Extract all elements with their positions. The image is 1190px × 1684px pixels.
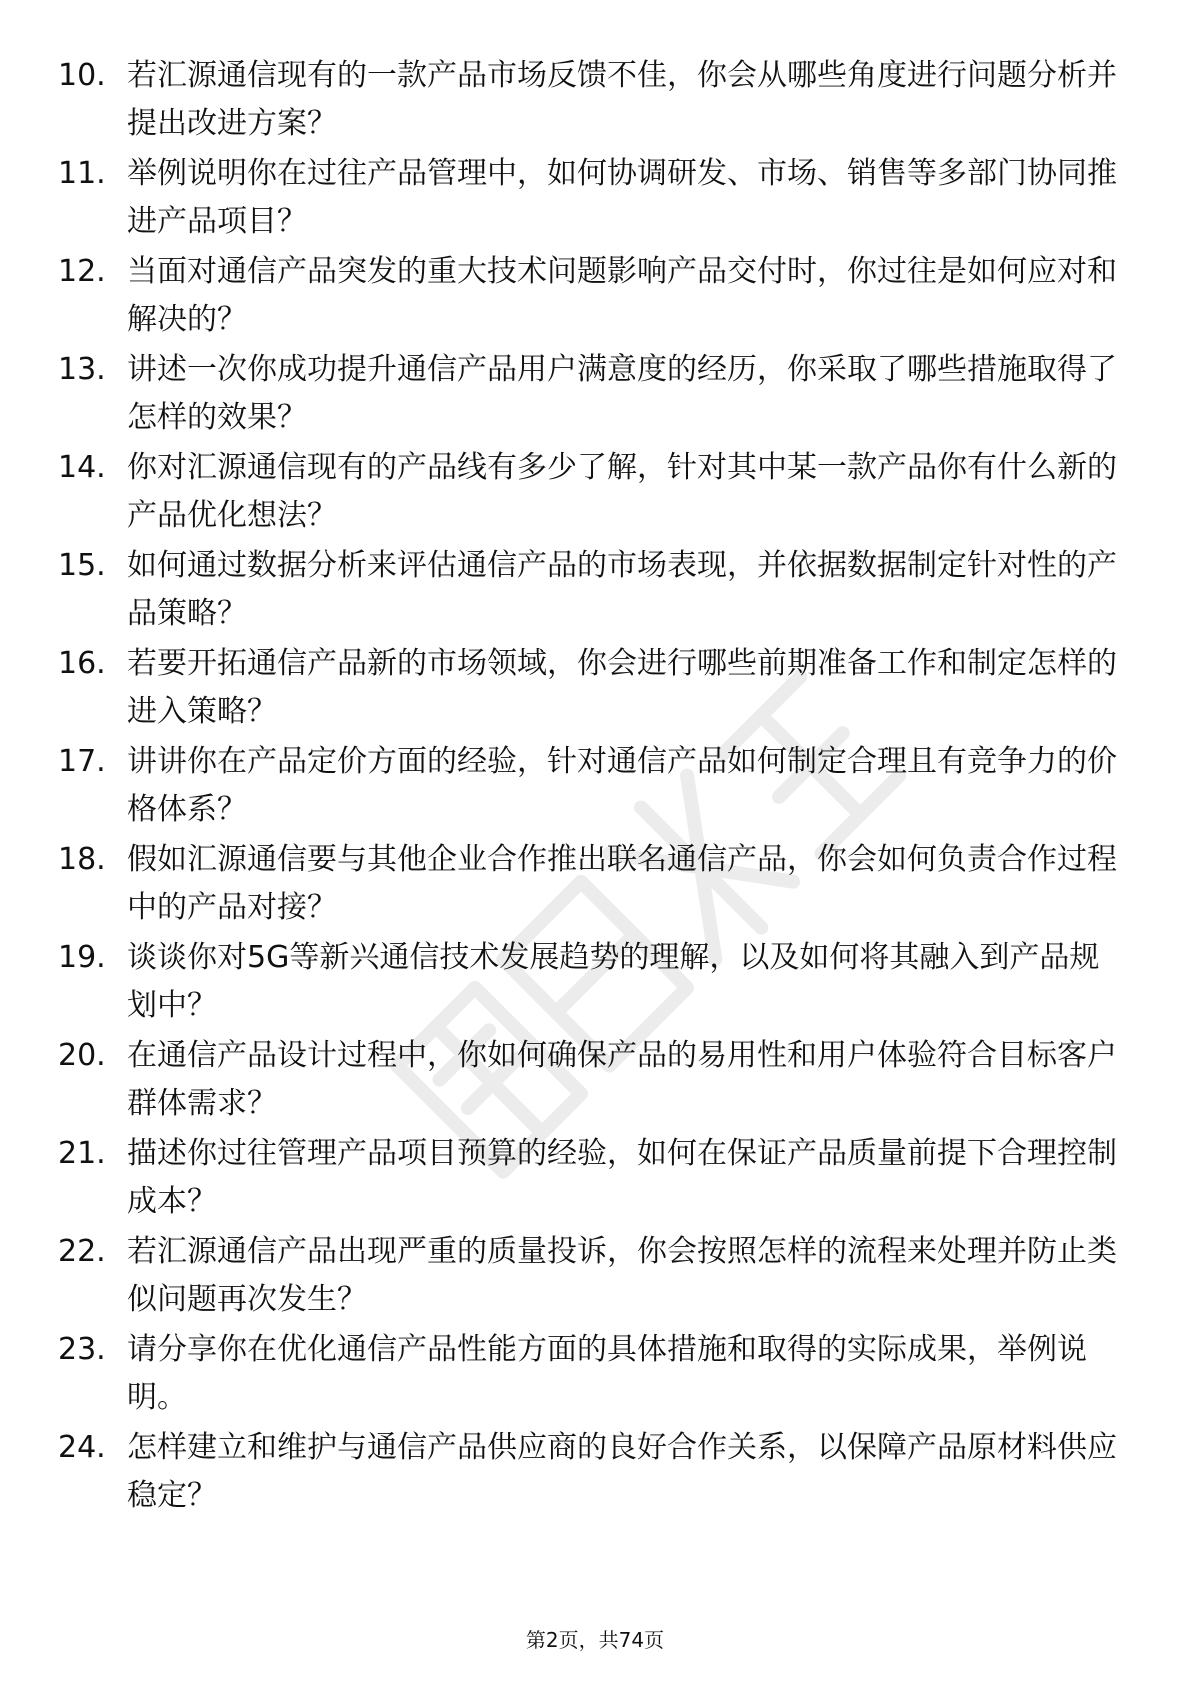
- question-number: 19.: [58, 940, 106, 975]
- question-number: 11.: [58, 156, 106, 191]
- question-item: [0, 836, 1190, 934]
- question-number: 20.: [58, 1038, 106, 1073]
- question-number: 13.: [58, 352, 106, 387]
- question-number: 24.: [58, 1430, 106, 1465]
- question-item: [0, 1130, 1190, 1228]
- question-number: 10.: [58, 58, 106, 93]
- question-text: 讲讲你在产品定价方面的经验，针对通信产品如何制定合理且有竞争力的价格体系？: [127, 744, 1117, 827]
- question-text: 若要开拓通信产品新的市场领域，你会进行哪些前期准备工作和制定怎样的进入策略？: [127, 646, 1117, 729]
- question-text: 如何通过数据分析来评估通信产品的市场表现，并依据数据制定针对性的产品策略？: [127, 548, 1117, 631]
- question-item: [0, 1032, 1190, 1130]
- question-item: [0, 640, 1190, 738]
- question-number: 21.: [58, 1136, 106, 1171]
- question-text: 你对汇源通信现有的产品线有多少了解，针对其中某一款产品你有什么新的产品优化想法？: [127, 450, 1117, 533]
- question-item: [0, 150, 1190, 248]
- question-list: [0, 52, 1190, 1522]
- question-number: 16.: [58, 646, 106, 681]
- question-number: 23.: [58, 1332, 106, 1367]
- question-text: 谈谈你对5G等新兴通信技术发展趋势的理解，以及如何将其融入到产品规划中？: [127, 940, 1100, 1023]
- question-number: 18.: [58, 842, 106, 877]
- question-text: 讲述一次你成功提升通信产品用户满意度的经历，你采取了哪些措施取得了怎样的效果？: [127, 352, 1117, 435]
- question-item: [0, 934, 1190, 1032]
- question-text: 描述你过往管理产品项目预算的经验，如何在保证产品质量前提下合理控制成本？: [127, 1136, 1117, 1219]
- question-item: [0, 1326, 1190, 1424]
- question-item: [0, 346, 1190, 444]
- question-item: [0, 444, 1190, 542]
- question-text: 若汇源通信现有的一款产品市场反馈不佳，你会从哪些角度进行问题分析并提出改进方案？: [127, 58, 1117, 141]
- question-text: 假如汇源通信要与其他企业合作推出联名通信产品，你会如何负责合作过程中的产品对接？: [127, 842, 1117, 925]
- question-item: [0, 542, 1190, 640]
- question-item: [0, 738, 1190, 836]
- question-text: 举例说明你在过往产品管理中，如何协调研发、市场、销售等多部门协同推进产品项目？: [127, 156, 1117, 239]
- question-item: [0, 1424, 1190, 1522]
- question-text: 在通信产品设计过程中，你如何确保产品的易用性和用户体验符合目标客户群体需求？: [127, 1038, 1117, 1121]
- question-number: 14.: [58, 450, 106, 485]
- question-item: [0, 1228, 1190, 1326]
- question-number: 15.: [58, 548, 106, 583]
- question-text: 怎样建立和维护与通信产品供应商的良好合作关系，以保障产品原材料供应稳定？: [127, 1430, 1117, 1513]
- question-item: [0, 52, 1190, 150]
- question-number: 12.: [58, 254, 106, 289]
- question-number: 22.: [58, 1234, 106, 1269]
- question-text: 若汇源通信产品出现严重的质量投诉，你会按照怎样的流程来处理并防止类似问题再次发生？: [127, 1234, 1117, 1317]
- page-footer: 第2页，共74页: [525, 1628, 665, 1652]
- question-text: 请分享你在优化通信产品性能方面的具体措施和取得的实际成果，举例说明。: [127, 1332, 1087, 1415]
- question-number: 17.: [58, 744, 106, 779]
- question-text: 当面对通信产品突发的重大技术问题影响产品交付时，你过往是如何应对和解决的？: [127, 254, 1117, 337]
- question-item: [0, 248, 1190, 346]
